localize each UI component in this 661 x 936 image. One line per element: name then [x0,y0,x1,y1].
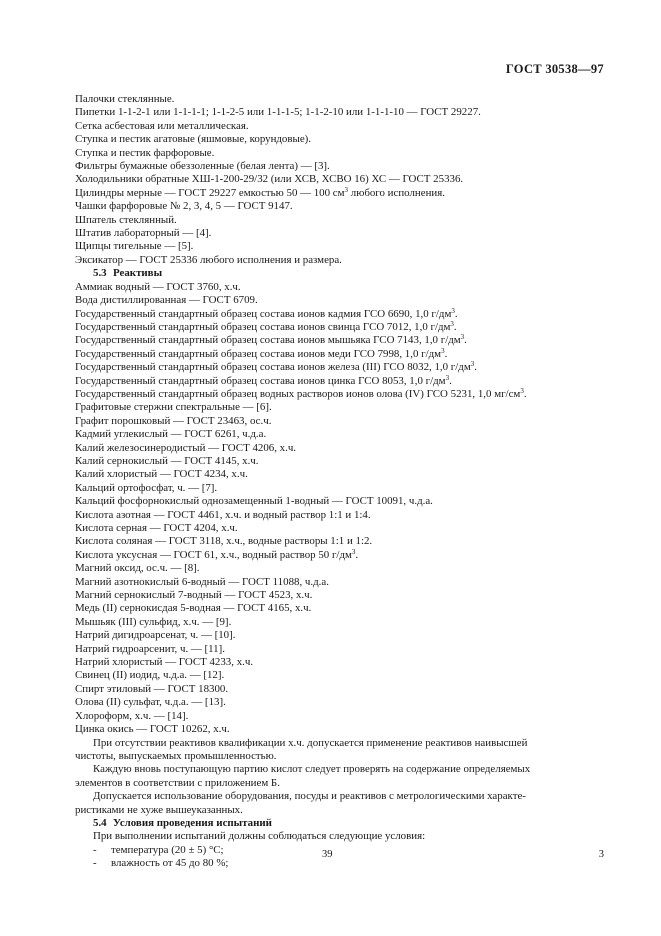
condition-text: температура (20 ± 5) °С; [111,843,224,856]
reagent-item: Калий сернокислый — ГОСТ 4145, х.ч. [75,454,259,467]
document-code: ГОСТ 30538—97 [505,62,604,76]
condition-dash: - [93,857,97,870]
equipment-item: Цилиндры мерные — ГОСТ 29227 емкостью 50 — 100 $см^3$ любого исполнения. [75,185,445,199]
section-title: Реактивы [113,267,163,280]
reagent-item: Кислота азотная — ГОСТ 4461, х.ч. и водный раствор 1:1 и 1:4. [75,508,371,521]
reagent-item: Государственный стандартный образец состава ионов цинка ГСО 8053, 1,0 $г/дм^3$. [75,373,452,387]
reagent-item: Калий железосинеродистый — ГОСТ 4206, х.ч. [75,441,297,454]
section-heading-reagents [75,267,590,280]
condition-dash: - [93,843,97,856]
reagent-item: Кальций ортофосфат, ч. — [7]. [75,481,218,494]
equipment-item: Шпатель стеклянный. [75,213,177,226]
page-body [75,93,590,871]
conditions-list [75,844,590,871]
paragraph-line: чистоты, выпускаемых промышленностью. [75,749,277,762]
reagent-item: Государственный стандартный образец состава ионов железа (III) ГСО 8032, 1,0 $г/дм^3$. [75,360,477,374]
reagent-item: Хлороформ, х.ч. — [14]. [75,709,189,722]
section-number: 5.3 [93,267,107,280]
reagent-item: Графит порошковый — ГОСТ 23463, ос.ч. [75,414,272,427]
reagent-item: Натрий гидроарсенит, ч. — [11]. [75,642,225,655]
reagent-item: Государственный стандартный образец состава ионов меди ГСО 7998, 1,0 $г/дм^3$. [75,346,448,360]
reagent-item: Кальций фосфорнокислый однозамещенный 1-водный — ГОСТ 10091, ч.д.а. [75,495,433,508]
reagent-item: Магний оксид, ос.ч. — [8]. [75,562,200,575]
reagent-item: Кислота уксусная — ГОСТ 61, х.ч., водный раствор 50 $г/дм^3$. [75,547,359,561]
reagent-item: Спирт этиловый — ГОСТ 18300. [75,682,229,695]
superscript-3: 3 [520,386,524,395]
equipment-item: Эксикатор — ГОСТ 25336 любого исполнения и размера. [75,253,342,266]
reagent-item: Калий хлористый — ГОСТ 4234, х.ч. [75,468,248,481]
reagents-list [75,281,590,737]
reagent-item: Кадмий углекислый — ГОСТ 6261, ч.д.а. [75,428,267,441]
paragraph [75,763,590,790]
section-number: 5.4 [93,816,107,829]
notes [75,737,590,817]
section-heading-conditions [75,817,590,830]
equipment-item: Сетка асбестовая или металлическая. [75,119,249,132]
reagent-item: Вода дистиллированная — ГОСТ 6709. [75,294,258,307]
condition-item [75,844,590,857]
reagent-item: Медь (II) сернокисдая 5-водная — ГОСТ 4165, х.ч. [75,602,312,615]
equipment-item: Штатив лабораторный — [4]. [75,227,212,240]
paragraph-line: При отсутствии реактивов квалификации х.ч. допускается применение реактивов наивысшей [93,736,528,749]
superscript-3: 3 [344,185,349,194]
equipment-list [75,93,590,267]
superscript-3: 3 [460,333,465,342]
equipment-item: Пипетки 1-1-2-1 или 1-1-1-1; 1-1-2-5 или 1-1-1-5; 1-1-2-10 или 1-1-1-10 — ГОСТ 29227. [75,106,481,119]
condition-text: влажность от 45 до 80 %; [111,857,229,870]
reagent-item: Государственный стандартный образец состава ионов свинца ГСО 7012, 1,0 $г/дм^3$. [75,319,457,333]
reagent-item: Магний азотнокислый 6-водный — ГОСТ 11088, ч.д.а. [75,575,329,588]
reagent-item: Государственный стандартный образец водных растворов ионов олова (IV) ГСО 5231, 1,0 $мг/см^3$. [75,386,527,400]
superscript-3: 3 [451,306,455,315]
reagent-item: Графитовые стержни спектральные — [6]. [75,401,272,414]
paragraph [75,737,590,764]
reagent-item: Свинец (II) иодид, ч.д.а. — [12]. [75,669,225,682]
equipment-item: Холодильники обратные ХШ-1-200-29/32 (или ХСВ, ХСВО 16) ХС — ГОСТ 25336. [75,173,464,186]
reagent-item: Цинка окись — ГОСТ 10262, х.ч. [75,723,230,736]
reagent-item: Мышьяк (III) сульфид, х.ч. — [9]. [75,615,232,628]
superscript-3: 3 [441,346,445,355]
reagent-item: Натрий дигидроарсенат, ч. — [10]. [75,629,236,642]
page-number: 39 [322,849,333,860]
reagent-item: Магний сернокислый 7-водный — ГОСТ 4523, х.ч. [75,589,313,602]
reagent-item: Аммиак водный — ГОСТ 3760, х.ч. [75,280,241,293]
paragraph-line: элементов в соответствии с приложением Б. [75,776,280,789]
superscript-3: 3 [470,360,475,369]
equipment-item: Фильтры бумажные обеззоленные (белая лента) — [3]. [75,160,330,173]
reagent-item: Государственный стандартный образец состава ионов кадмия ГСО 6690, 1,0 $г/дм^3$. [75,306,458,320]
section-title: Условия проведения испытаний [113,816,272,829]
paragraph-line: ристиками не хуже вышеуказанных. [75,803,243,816]
paragraph [75,790,590,817]
paragraph-line: Допускается использование оборудования, посуды и реактивов с метрологическими характе- [93,790,526,803]
equipment-item: Чашки фарфоровые № 2, 3, 4, 5 — ГОСТ 9147. [75,200,293,213]
equipment-item: Ступка и пестик фарфоровые. [75,146,215,159]
reagent-item: Государственный стандартный образец состава ионов мышьяка ГСО 7143, 1,0 $г/дм^3$. [75,333,467,347]
superscript-3: 3 [351,547,356,556]
equipment-item: Ступка и пестик агатовые (яшмовые, корундовые). [75,133,312,146]
conditions-intro: При выполнении испытаний должны соблюдаться следующие условия: [93,830,426,843]
superscript-3: 3 [445,373,450,382]
reagent-item: Кислота соляная — ГОСТ 3118, х.ч., водные растворы 1:1 и 1:2. [75,535,373,548]
reagent-item: Олова (II) сульфат, ч.д.а. — [13]. [75,696,226,709]
paragraph-line: Каждую вновь поступающую партию кислот следует проверять на содержание определяемых [93,763,531,776]
reagent-item: Натрий хлористый — ГОСТ 4233, х.ч. [75,656,254,669]
equipment-item: Щипцы тигельные — [5]. [75,240,194,253]
sheet-number: 3 [598,849,604,860]
condition-item [75,857,590,870]
equipment-item: Палочки стеклянные. [75,93,175,105]
superscript-3: 3 [450,319,454,328]
reagent-item: Кислота серная — ГОСТ 4204, х.ч. [75,522,238,534]
